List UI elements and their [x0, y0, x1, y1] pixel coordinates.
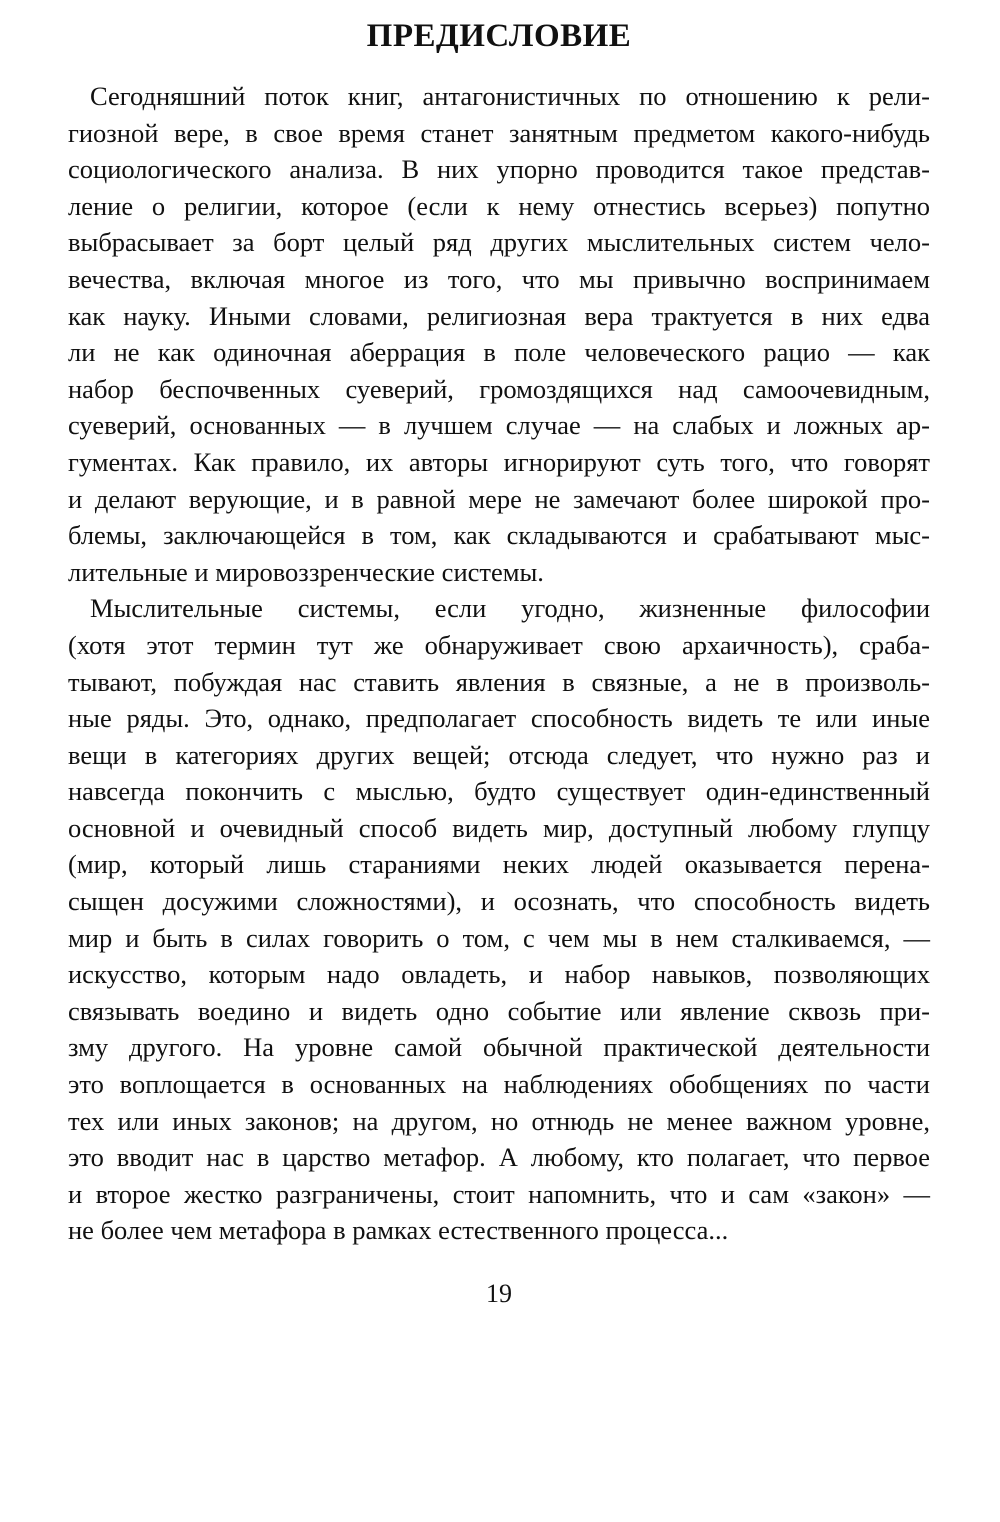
text-line: блемы, заключающейся в том, как складываются и срабатывают мыс- — [68, 520, 930, 551]
text-line: ли не как одиночная аберрация в поле человеческого рацио — как — [68, 337, 930, 368]
body-text — [68, 78, 930, 1249]
text-line: гиозной вере, в свое время станет занятным предметом какого-нибудь — [68, 117, 930, 148]
text-line: Мыслительные системы, если угодно, жизненные философии — [90, 593, 930, 624]
text-line: набор беспочвенных суеверий, громоздящихся над самоочевидным, — [68, 373, 930, 404]
text-line: зму другого. На уровне самой обычной практической деятельности — [68, 1032, 930, 1063]
text-line: тывают, побуждая нас ставить явления в связные, а не в произволь- — [68, 666, 930, 697]
text-line: (хотя этот термин тут же обнаруживает свою архаичность), сраба- — [68, 629, 930, 660]
paragraph — [68, 590, 930, 1249]
text-line: выбрасывает за борт целый ряд других мыслительных систем чело- — [68, 227, 930, 258]
text-line: сыщен досужими сложностями), и осознать, что способность видеть — [68, 886, 930, 917]
text-line: тех или иных законов; на другом, но отнюдь не менее важном уровне, — [68, 1105, 930, 1136]
text-line: ные ряды. Это, однако, предполагает способность видеть те или иные — [68, 703, 930, 734]
text-line: (мир, который лишь стараниями неких людей оказывается перена- — [68, 849, 930, 880]
text-line: искусство, которым надо овладеть, и набор навыков, позволяющих — [68, 959, 930, 990]
text-line: мир и быть в силах говорить о том, с чем мы в нем сталкиваемся, — — [68, 922, 930, 953]
text-line: и делают верующие, и в равной мере не замечают более широкой про- — [68, 483, 930, 514]
text-line: социологического анализа. В них упорно проводится такое представ- — [68, 154, 930, 185]
text-line: связывать воедино и видеть одно событие или явление сквозь при- — [68, 995, 930, 1026]
text-line: ление о религии, которое (если к нему отнестись всерьез) попутно — [68, 190, 930, 221]
paragraph — [68, 78, 930, 590]
text-line: это вводит нас в царство метафор. А любому, кто полагает, что первое — [68, 1142, 930, 1173]
text-line: Сегодняшний поток книг, антагонистичных по отношению к рели- — [90, 81, 930, 111]
text-line: лительные и мировоззренческие системы. — [68, 556, 544, 587]
text-line: основной и очевидный способ видеть мир, доступный любому глупцу — [68, 812, 930, 843]
text-line: вещи в категориях других вещей; отсюда следует, что нужно раз и — [68, 739, 930, 770]
text-line: и второе жестко разграничены, стоит напомнить, что и сам «закон» — — [68, 1178, 930, 1209]
chapter-title: ПРЕДИСЛОВИЕ — [366, 18, 632, 54]
text-line: суеверий, основанных — в лучшем случае — на слабых и ложных ар- — [68, 410, 930, 441]
text-line: вечества, включая многое из того, что мы привычно воспринимаем — [68, 263, 930, 294]
text-line: гументах. Как правило, их авторы игнорируют суть того, что говорят — [68, 446, 930, 477]
book-page — [68, 0, 930, 1309]
text-line: это воплощается в основанных на наблюдениях обобщениях по части — [68, 1069, 930, 1100]
page-number: 19 — [486, 1279, 512, 1308]
text-line: навсегда покончить с мыслью, будто существует один-единственный — [68, 776, 930, 807]
text-line: как науку. Иными словами, религиозная вера трактуется в них едва — [68, 300, 930, 331]
text-line: не более чем метафора в рамках естественного процесса... — [68, 1215, 729, 1246]
